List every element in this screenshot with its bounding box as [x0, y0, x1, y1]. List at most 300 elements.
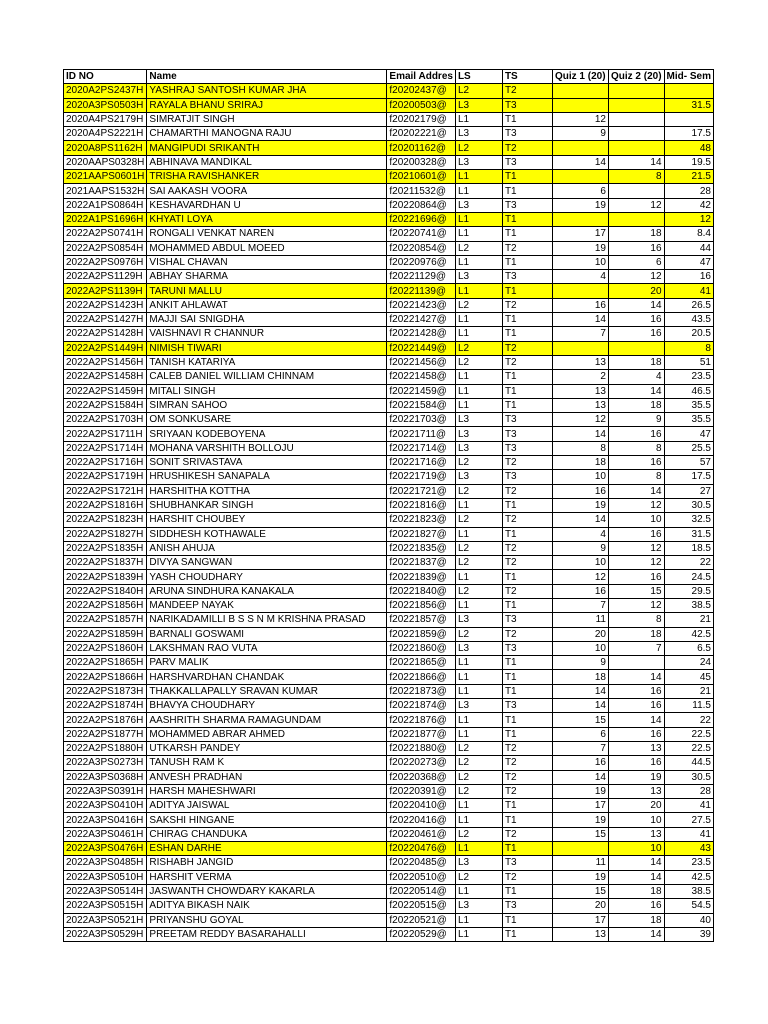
cell-id: 2020A4PS2179H — [64, 112, 147, 126]
table-row — [64, 670, 714, 684]
cell-quiz2: 8 — [608, 613, 664, 627]
cell-ls: L2 — [455, 584, 502, 598]
cell-ts: T1 — [502, 498, 552, 512]
cell-quiz1: 11 — [552, 856, 608, 870]
cell-ls: L2 — [455, 627, 502, 641]
cell-quiz2 — [608, 656, 664, 670]
cell-id: 2022A2PS1721H — [64, 484, 147, 498]
cell-email: f20221458@ — [387, 370, 456, 384]
cell-quiz1: 2 — [552, 370, 608, 384]
table-row — [64, 427, 714, 441]
table-row — [64, 842, 714, 856]
cell-ls: L1 — [455, 727, 502, 741]
cell-quiz1: 14 — [552, 155, 608, 169]
cell-ls: L1 — [455, 170, 502, 184]
cell-midsem: 21.5 — [664, 170, 713, 184]
header-name: Name — [147, 70, 387, 84]
cell-quiz2: 14 — [608, 927, 664, 941]
cell-id: 2022A2PS1856H — [64, 598, 147, 612]
cell-ts: T2 — [502, 513, 552, 527]
cell-quiz1: 13 — [552, 398, 608, 412]
cell-midsem: 47 — [664, 427, 713, 441]
cell-ts: T1 — [502, 184, 552, 198]
cell-quiz2: 19 — [608, 770, 664, 784]
cell-quiz1: 17 — [552, 227, 608, 241]
cell-id: 2021AAPS1532H — [64, 184, 147, 198]
cell-quiz1: 7 — [552, 598, 608, 612]
header-quiz2: Quiz 2 (20) — [608, 70, 664, 84]
table-row — [64, 784, 714, 798]
cell-midsem: 21 — [664, 613, 713, 627]
cell-email: f20220368@ — [387, 770, 456, 784]
cell-midsem: 22.5 — [664, 727, 713, 741]
cell-email: f20221839@ — [387, 570, 456, 584]
cell-ts: T2 — [502, 870, 552, 884]
cell-name: MANDEEP NAYAK — [147, 598, 387, 612]
cell-ts: T2 — [502, 584, 552, 598]
cell-ls: L1 — [455, 842, 502, 856]
cell-quiz2: 14 — [608, 856, 664, 870]
cell-id: 2022A3PS0410H — [64, 799, 147, 813]
cell-quiz2: 12 — [608, 498, 664, 512]
cell-email: f20210601@ — [387, 170, 456, 184]
cell-quiz2: 15 — [608, 584, 664, 598]
cell-name: CHAMARTHI MANOGNA RAJU — [147, 127, 387, 141]
table-row — [64, 884, 714, 898]
cell-quiz2: 14 — [608, 713, 664, 727]
cell-ts: T1 — [502, 813, 552, 827]
cell-quiz1: 15 — [552, 713, 608, 727]
cell-id: 2022A2PS1873H — [64, 684, 147, 698]
cell-quiz1: 14 — [552, 427, 608, 441]
cell-midsem: 12 — [664, 212, 713, 226]
cell-midsem: 27.5 — [664, 813, 713, 827]
cell-midsem: 41 — [664, 284, 713, 298]
cell-id: 2020A4PS2221H — [64, 127, 147, 141]
cell-id: 2022A2PS1866H — [64, 670, 147, 684]
cell-ls: L1 — [455, 284, 502, 298]
cell-name: HRUSHIKESH SANAPALA — [147, 470, 387, 484]
cell-quiz1: 16 — [552, 756, 608, 770]
cell-id: 2022A2PS1816H — [64, 498, 147, 512]
cell-ts: T2 — [502, 484, 552, 498]
cell-name: OM SONKUSARE — [147, 413, 387, 427]
header-row — [64, 70, 714, 84]
cell-midsem: 45 — [664, 670, 713, 684]
cell-ls: L2 — [455, 241, 502, 255]
cell-name: ABHAY SHARMA — [147, 270, 387, 284]
header-ls: LS — [455, 70, 502, 84]
cell-ls: L1 — [455, 384, 502, 398]
cell-id: 2022A3PS0521H — [64, 913, 147, 927]
cell-midsem: 32.5 — [664, 513, 713, 527]
cell-email: f20220521@ — [387, 913, 456, 927]
cell-ts: T1 — [502, 527, 552, 541]
cell-midsem: 40 — [664, 913, 713, 927]
cell-midsem: 54.5 — [664, 899, 713, 913]
cell-midsem: 31.5 — [664, 527, 713, 541]
cell-quiz2: 16 — [608, 684, 664, 698]
cell-ls: L2 — [455, 770, 502, 784]
cell-quiz2: 16 — [608, 527, 664, 541]
cell-ts: T1 — [502, 598, 552, 612]
cell-ts: T1 — [502, 112, 552, 126]
cell-ts: T1 — [502, 884, 552, 898]
cell-ls: L1 — [455, 184, 502, 198]
cell-id: 2022A2PS1835H — [64, 541, 147, 555]
cell-quiz2: 13 — [608, 827, 664, 841]
cell-quiz1: 14 — [552, 770, 608, 784]
cell-midsem — [664, 112, 713, 126]
cell-quiz1: 19 — [552, 241, 608, 255]
cell-midsem: 35.5 — [664, 398, 713, 412]
table-row — [64, 227, 714, 241]
cell-email: f20221835@ — [387, 541, 456, 555]
cell-quiz1: 10 — [552, 556, 608, 570]
table-row — [64, 727, 714, 741]
cell-quiz1: 4 — [552, 527, 608, 541]
cell-ls: L2 — [455, 141, 502, 155]
cell-email: f20220461@ — [387, 827, 456, 841]
cell-name: YASHRAJ SANTOSH KUMAR JHA — [147, 84, 387, 98]
cell-id: 2022A2PS1423H — [64, 298, 147, 312]
table-row — [64, 899, 714, 913]
cell-email: f20221880@ — [387, 741, 456, 755]
cell-ls: L1 — [455, 813, 502, 827]
cell-name: CALEB DANIEL WILLIAM CHINNAM — [147, 370, 387, 384]
cell-name: ABHINAVA MANDIKAL — [147, 155, 387, 169]
cell-email: f20221823@ — [387, 513, 456, 527]
table-row — [64, 184, 714, 198]
cell-quiz1: 19 — [552, 813, 608, 827]
marks-table — [63, 69, 714, 942]
cell-midsem: 8.4 — [664, 227, 713, 241]
cell-ls: L1 — [455, 370, 502, 384]
cell-id: 2022A2PS1839H — [64, 570, 147, 584]
cell-ls: L1 — [455, 684, 502, 698]
cell-name: SIMRAN SAHOO — [147, 398, 387, 412]
table-row — [64, 756, 714, 770]
cell-midsem: 42.5 — [664, 870, 713, 884]
cell-quiz2 — [608, 98, 664, 112]
table-row — [64, 327, 714, 341]
cell-quiz2: 10 — [608, 813, 664, 827]
cell-name: MITALI SINGH — [147, 384, 387, 398]
cell-ls: L1 — [455, 255, 502, 269]
cell-email: f20221456@ — [387, 355, 456, 369]
table-body — [64, 84, 714, 942]
table-row — [64, 770, 714, 784]
cell-ts: T2 — [502, 784, 552, 798]
cell-ls: L3 — [455, 470, 502, 484]
cell-quiz1: 9 — [552, 127, 608, 141]
cell-quiz2 — [608, 127, 664, 141]
cell-ts: T1 — [502, 370, 552, 384]
cell-email: f20221428@ — [387, 327, 456, 341]
cell-ts: T1 — [502, 913, 552, 927]
cell-email: f20221714@ — [387, 441, 456, 455]
cell-email: f20221721@ — [387, 484, 456, 498]
cell-quiz1 — [552, 84, 608, 98]
cell-quiz2: 18 — [608, 355, 664, 369]
cell-quiz2: 12 — [608, 198, 664, 212]
cell-id: 2022A3PS0273H — [64, 756, 147, 770]
cell-ts: T1 — [502, 227, 552, 241]
cell-email: f20221877@ — [387, 727, 456, 741]
cell-ts: T2 — [502, 827, 552, 841]
cell-name: DIVYA SANGWAN — [147, 556, 387, 570]
cell-quiz1: 4 — [552, 270, 608, 284]
table-row — [64, 598, 714, 612]
cell-quiz1: 15 — [552, 827, 608, 841]
cell-name: TANUSH RAM K — [147, 756, 387, 770]
cell-midsem: 38.5 — [664, 884, 713, 898]
cell-quiz2: 18 — [608, 913, 664, 927]
cell-quiz2: 16 — [608, 570, 664, 584]
cell-name: PREETAM REDDY BASARAHALLI — [147, 927, 387, 941]
cell-ts: T3 — [502, 127, 552, 141]
table-row — [64, 556, 714, 570]
table-row — [64, 270, 714, 284]
cell-quiz1: 16 — [552, 584, 608, 598]
cell-quiz2: 12 — [608, 541, 664, 555]
cell-midsem: 42.5 — [664, 627, 713, 641]
cell-email: f20221449@ — [387, 341, 456, 355]
cell-midsem: 29.5 — [664, 584, 713, 598]
cell-midsem: 39 — [664, 927, 713, 941]
table-row — [64, 699, 714, 713]
cell-id: 2022A2PS1874H — [64, 699, 147, 713]
cell-ls: L1 — [455, 112, 502, 126]
cell-name: NIMISH TIWARI — [147, 341, 387, 355]
cell-quiz2: 10 — [608, 842, 664, 856]
cell-ts: T3 — [502, 899, 552, 913]
cell-ls: L1 — [455, 656, 502, 670]
cell-email: f20220514@ — [387, 884, 456, 898]
cell-midsem: 46.5 — [664, 384, 713, 398]
cell-quiz2: 14 — [608, 155, 664, 169]
cell-name: ESHAN DARHE — [147, 842, 387, 856]
cell-name: CHIRAG CHANDUKA — [147, 827, 387, 841]
cell-midsem: 22.5 — [664, 741, 713, 755]
cell-midsem: 17.5 — [664, 470, 713, 484]
cell-ts: T1 — [502, 684, 552, 698]
cell-name: RAYALA BHANU SRIRAJ — [147, 98, 387, 112]
cell-quiz1: 18 — [552, 670, 608, 684]
cell-quiz1: 12 — [552, 570, 608, 584]
cell-email: f20202179@ — [387, 112, 456, 126]
cell-email: f20221716@ — [387, 456, 456, 470]
cell-name: MANGIPUDI SRIKANTH — [147, 141, 387, 155]
cell-quiz1: 6 — [552, 184, 608, 198]
cell-name: YASH CHOUDHARY — [147, 570, 387, 584]
cell-email: f20220476@ — [387, 842, 456, 856]
cell-quiz2: 14 — [608, 298, 664, 312]
cell-quiz1: 17 — [552, 799, 608, 813]
cell-ts: T1 — [502, 170, 552, 184]
cell-quiz1: 15 — [552, 884, 608, 898]
cell-id: 2022A2PS1880H — [64, 741, 147, 755]
header-email: Email Addres — [387, 70, 456, 84]
cell-name: JASWANTH CHOWDARY KAKARLA — [147, 884, 387, 898]
table-row — [64, 170, 714, 184]
cell-ls: L2 — [455, 756, 502, 770]
cell-quiz2: 14 — [608, 384, 664, 398]
cell-quiz2: 16 — [608, 756, 664, 770]
cell-quiz2: 9 — [608, 413, 664, 427]
table-row — [64, 799, 714, 813]
cell-quiz2: 4 — [608, 370, 664, 384]
cell-ls: L2 — [455, 513, 502, 527]
table-row — [64, 98, 714, 112]
header-quiz1: Quiz 1 (20) — [552, 70, 608, 84]
cell-name: SIMRATJIT SINGH — [147, 112, 387, 126]
cell-ls: L3 — [455, 699, 502, 713]
cell-ts: T2 — [502, 84, 552, 98]
cell-quiz2 — [608, 84, 664, 98]
cell-quiz1: 13 — [552, 355, 608, 369]
table-row — [64, 813, 714, 827]
cell-midsem: 20.5 — [664, 327, 713, 341]
cell-midsem: 38.5 — [664, 598, 713, 612]
cell-midsem: 31.5 — [664, 98, 713, 112]
cell-midsem: 47 — [664, 255, 713, 269]
cell-midsem: 57 — [664, 456, 713, 470]
cell-quiz1: 18 — [552, 456, 608, 470]
cell-email: f20221876@ — [387, 713, 456, 727]
cell-ls: L3 — [455, 641, 502, 655]
cell-ls: L2 — [455, 827, 502, 841]
cell-id: 2022A2PS1859H — [64, 627, 147, 641]
cell-email: f20221584@ — [387, 398, 456, 412]
cell-email: f20221423@ — [387, 298, 456, 312]
cell-id: 2022A2PS0741H — [64, 227, 147, 241]
cell-id: 2022A3PS0515H — [64, 899, 147, 913]
cell-id: 2022A1PS1696H — [64, 212, 147, 226]
cell-ls: L3 — [455, 270, 502, 284]
cell-midsem: 6.5 — [664, 641, 713, 655]
cell-quiz2: 12 — [608, 598, 664, 612]
cell-midsem: 43 — [664, 842, 713, 856]
cell-id: 2022A3PS0461H — [64, 827, 147, 841]
cell-email: f20200328@ — [387, 155, 456, 169]
cell-midsem — [664, 84, 713, 98]
cell-ls: L1 — [455, 570, 502, 584]
cell-id: 2022A2PS1711H — [64, 427, 147, 441]
cell-quiz1 — [552, 284, 608, 298]
cell-name: BARNALI GOSWAMI — [147, 627, 387, 641]
cell-midsem: 18.5 — [664, 541, 713, 555]
cell-id: 2022A2PS1703H — [64, 413, 147, 427]
cell-name: SIDDHESH KOTHAWALE — [147, 527, 387, 541]
cell-name: ARUNA SINDHURA KANAKALA — [147, 584, 387, 598]
cell-ts: T1 — [502, 327, 552, 341]
cell-id: 2022A2PS1458H — [64, 370, 147, 384]
table-row — [64, 255, 714, 269]
cell-name: SRIYAAN KODEBOYENA — [147, 427, 387, 441]
cell-midsem: 28 — [664, 784, 713, 798]
cell-midsem: 22 — [664, 556, 713, 570]
cell-quiz1: 17 — [552, 913, 608, 927]
table-row — [64, 741, 714, 755]
cell-quiz1: 20 — [552, 899, 608, 913]
cell-name: LAKSHMAN RAO VUTA — [147, 641, 387, 655]
cell-id: 2022A2PS1837H — [64, 556, 147, 570]
cell-id: 2022A2PS1459H — [64, 384, 147, 398]
cell-ts: T1 — [502, 799, 552, 813]
cell-name: PARV MALIK — [147, 656, 387, 670]
cell-midsem: 35.5 — [664, 413, 713, 427]
cell-quiz2: 18 — [608, 398, 664, 412]
table-row — [64, 913, 714, 927]
table-row — [64, 613, 714, 627]
cell-ts: T2 — [502, 241, 552, 255]
cell-ls: L3 — [455, 155, 502, 169]
cell-ls: L1 — [455, 327, 502, 341]
cell-quiz1 — [552, 842, 608, 856]
table-row — [64, 527, 714, 541]
cell-ls: L1 — [455, 884, 502, 898]
cell-ls: L2 — [455, 456, 502, 470]
table-row — [64, 684, 714, 698]
cell-id: 2022A1PS0864H — [64, 198, 147, 212]
cell-ts: T1 — [502, 670, 552, 684]
cell-name: RONGALI VENKAT NAREN — [147, 227, 387, 241]
cell-email: f20221840@ — [387, 584, 456, 598]
cell-id: 2022A2PS1449H — [64, 341, 147, 355]
cell-email: f20221459@ — [387, 384, 456, 398]
cell-email: f20221866@ — [387, 670, 456, 684]
cell-id: 2020A8PS1162H — [64, 141, 147, 155]
cell-name: HARSHIT VERMA — [147, 870, 387, 884]
cell-id: 2022A2PS1877H — [64, 727, 147, 741]
cell-midsem: 41 — [664, 799, 713, 813]
cell-ls: L3 — [455, 198, 502, 212]
cell-quiz1: 7 — [552, 327, 608, 341]
cell-midsem: 30.5 — [664, 770, 713, 784]
cell-email: f20221129@ — [387, 270, 456, 284]
cell-name: HARSH MAHESHWARI — [147, 784, 387, 798]
cell-name: ANVESH PRADHAN — [147, 770, 387, 784]
table-row — [64, 856, 714, 870]
cell-quiz1: 6 — [552, 727, 608, 741]
cell-id: 2022A3PS0476H — [64, 842, 147, 856]
cell-quiz2: 16 — [608, 313, 664, 327]
cell-quiz2: 14 — [608, 670, 664, 684]
cell-midsem: 22 — [664, 713, 713, 727]
table-row — [64, 627, 714, 641]
cell-ts: T2 — [502, 456, 552, 470]
table-row — [64, 570, 714, 584]
table-row — [64, 355, 714, 369]
cell-ts: T1 — [502, 284, 552, 298]
cell-ls: L1 — [455, 799, 502, 813]
cell-name: MOHAMMED ABDUL MOEED — [147, 241, 387, 255]
cell-midsem: 28 — [664, 184, 713, 198]
cell-quiz1: 14 — [552, 699, 608, 713]
cell-ts: T2 — [502, 770, 552, 784]
table-row — [64, 484, 714, 498]
cell-ls: L1 — [455, 713, 502, 727]
table-row — [64, 513, 714, 527]
cell-ls: L2 — [455, 484, 502, 498]
cell-quiz1: 16 — [552, 484, 608, 498]
cell-name: SHUBHANKAR SINGH — [147, 498, 387, 512]
cell-midsem: 16 — [664, 270, 713, 284]
cell-email: f20221856@ — [387, 598, 456, 612]
cell-ls: L2 — [455, 84, 502, 98]
cell-ts: T1 — [502, 398, 552, 412]
